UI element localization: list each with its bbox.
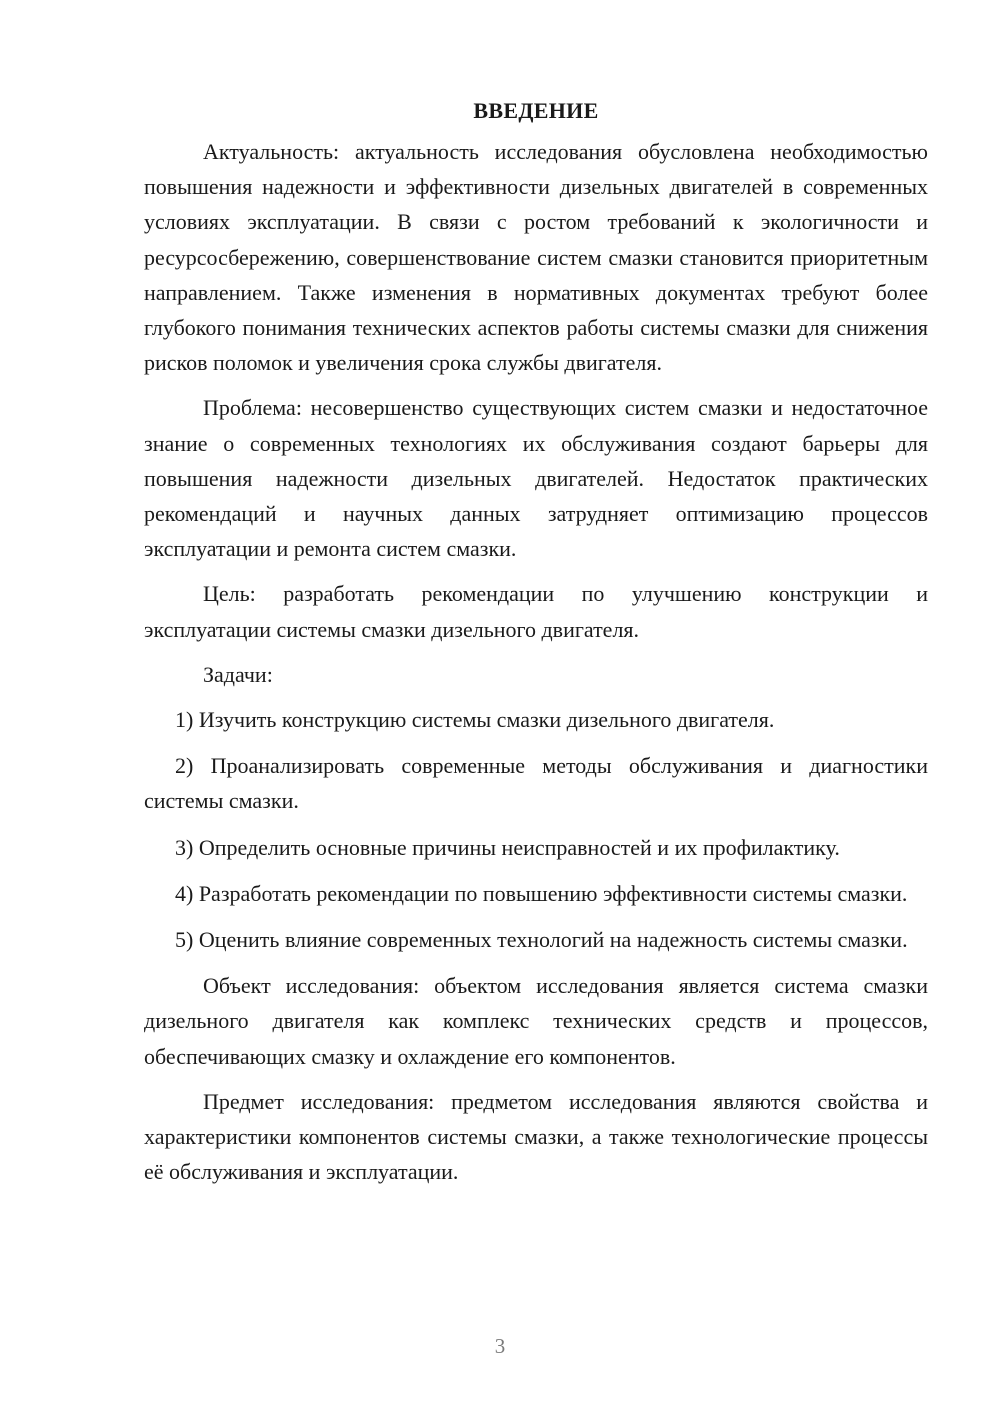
task-item-5: 5) Оценить влияние современных технологий на надежность системы смазки. [175, 927, 908, 953]
task-item-1: 1) Изучить конструкцию системы смазки дизельного двигателя. [175, 707, 775, 733]
relevance-paragraph: Актуальность: актуальность исследования обусловлена необходимостью повышения надежности и эффективности дизельных двигателей в современных условиях эксплуатации. В связи с ростом требований к экологичности и ресурсосбережению, совершенствование систем смазки становится приоритетным направлением. Также изменения в нормативных документах требуют более глубокого понимания технических аспектов работы системы смазки для снижения рисков поломок и увеличения срока службы двигателя. [144, 139, 928, 376]
tasks-label: Задачи: [203, 661, 273, 687]
task-item-4: 4) Разработать рекомендации по повышению эффективности системы смазки. [175, 880, 908, 906]
object-paragraph: Объект исследования: объектом исследования является система смазки дизельного двигателя как комплекс технических средств и процессов, обеспечивающих смазку и охлаждение его компонентов. [144, 973, 928, 1069]
page-content [144, 93, 928, 1199]
section-heading: ВВЕДЕНИЕ [473, 98, 599, 123]
task-item-3: 3) Определить основные причины неисправностей и их профилактику. [175, 834, 840, 860]
page-number: 3 [494, 1334, 506, 1358]
subject-paragraph: Предмет исследования: предметом исследования являются свойства и характеристики компонентов системы смазки, а также технологические процессы её обслуживания и эксплуатации. [144, 1088, 928, 1185]
problem-paragraph: Проблема: несовершенство существующих систем смазки и недостаточное знание о современных технологиях их обслуживания создают барьеры для повышения надежности дизельных двигателей. Недостаток практических рекомендаций и научных данных затрудняет оптимизацию процессов эксплуатации и ремонта систем смазки. [144, 395, 928, 562]
goal-paragraph: Цель: разработать рекомендации по улучшению конструкции и эксплуатации системы смазки дизельного двигателя. [144, 581, 928, 642]
task-item-2: 2) Проанализировать современные методы обслуживания и диагностики системы смазки. [144, 753, 928, 814]
